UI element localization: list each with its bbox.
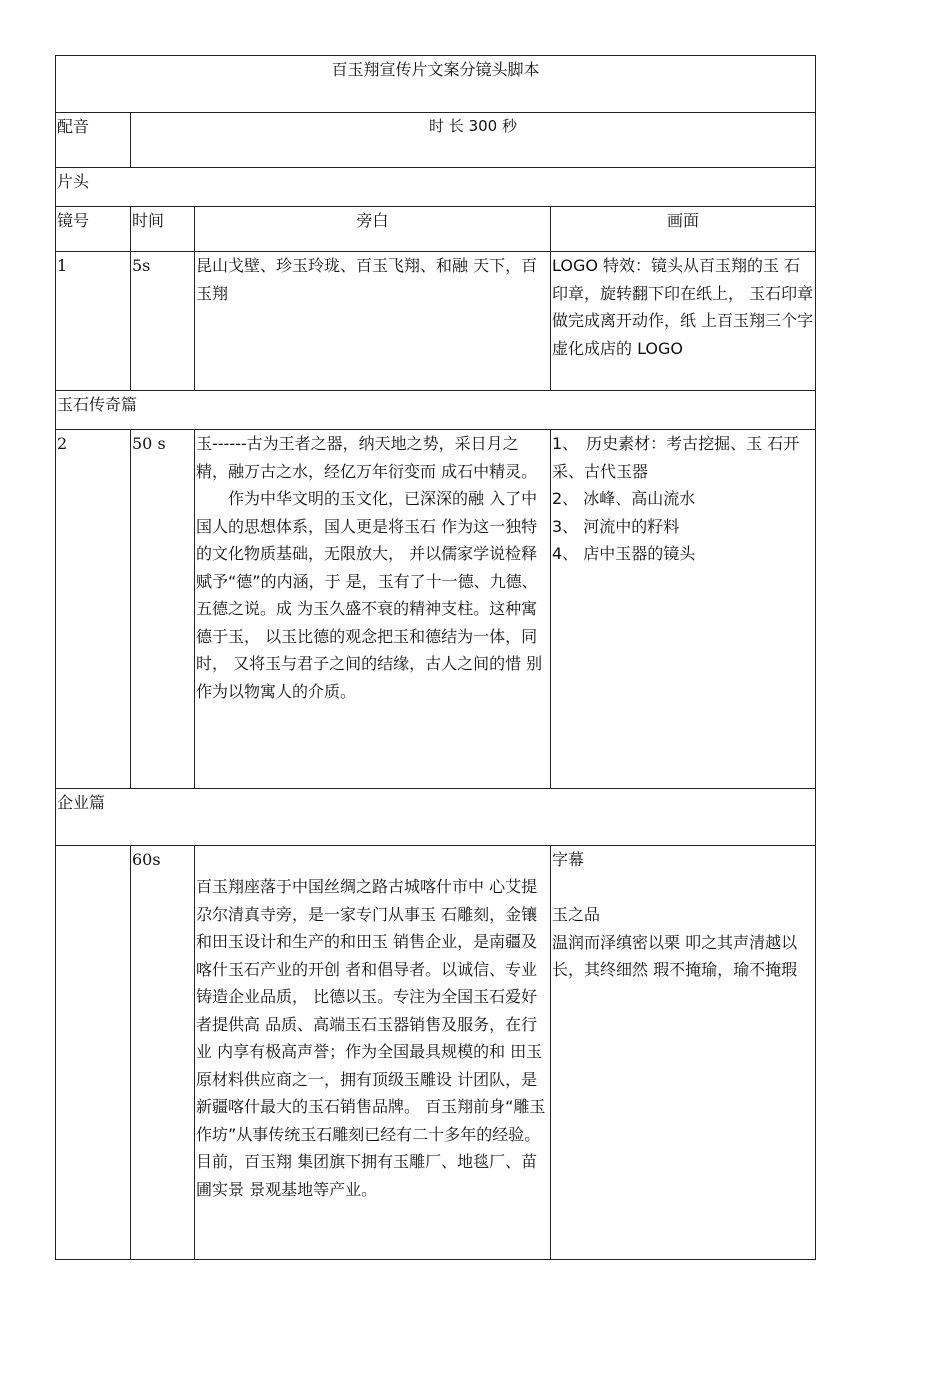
dubbing-label: 配音: [56, 113, 131, 168]
shot-time: 60s: [131, 846, 195, 1260]
column-header-shot-no: 镜号: [56, 207, 131, 252]
visual-list-item: 4、 店中玉器的镜头: [552, 544, 696, 563]
shot-number: [56, 846, 131, 1260]
section-jade-legend: 玉石传奇篇: [56, 391, 816, 430]
visual-list-item: 3、 河流中的籽料: [552, 516, 680, 536]
dubbing-row: [56, 113, 816, 168]
narration-paragraph: 玉------古为王者之器，纳天地之势，采日月之精，融万古之水，经亿万年衍变而 成石中精灵。: [196, 434, 538, 481]
column-header-narration: 旁白: [195, 207, 551, 252]
shot-visual: [551, 846, 816, 1260]
section-company: 企业篇: [56, 789, 816, 846]
duration-text: 时 长 300 秒: [131, 113, 816, 168]
page-title: 百玉翔宣传片文案分镜头脚本: [56, 56, 816, 113]
column-header-row: [56, 207, 816, 252]
caption-title: 玉之品: [552, 905, 601, 924]
caption-text: 温润而泽缜密以栗 叩之其声清越以长，其终细然 瑕不掩瑜，瑜不掩瑕: [552, 932, 798, 979]
shot-time: 50 s: [131, 430, 195, 789]
shot-time: 5s: [131, 252, 195, 391]
narration-paragraph: 作为中华文明的玉文化，已深深的融 入了中国人的思想体系，国人更是将玉石 作为这一独特的文化物质基础，无限放大， 并以儒家学说检释赋予“德”的内涵，于 是，玉有了十一德、九德、五德之说。成 为玉久盛不衰的精神支柱。这种寓德于玉， 以玉比德的观念把玉和德结为一体，同时， 又将玉与君子之间的结缘，古人之间的惜 别作为以物寓人的介质。: [196, 489, 543, 701]
shot-visual: [551, 430, 816, 789]
column-header-time: 时间: [131, 207, 195, 252]
visual-list-item: 2、 冰峰、高山流水: [552, 489, 696, 508]
shot-number: 2: [56, 430, 131, 789]
caption-label: 字幕: [552, 850, 585, 869]
table-row: [56, 252, 816, 391]
caption-spacer: [552, 874, 814, 902]
shot-number: 1: [56, 252, 131, 391]
shot-narration: [195, 430, 551, 789]
visual-list-item: 1、 历史素材：考古挖掘、玉 石开采、古代玉器: [552, 434, 800, 481]
storyboard-table: [55, 55, 816, 1260]
shot-narration: [195, 846, 551, 1260]
column-header-visual: 画面: [551, 207, 816, 252]
shot-visual: LOGO 特效：镜头从百玉翔的玉 石印章，旋转翻下印在纸上， 玉石印章做完成离开动作，纸 上百玉翔三个字虚化成店的 LOGO: [551, 252, 816, 391]
table-row: [56, 846, 816, 1260]
shot-narration: 昆山戈壁、珍玉玲珑、百玉飞翔、和融 天下，百玉翔: [195, 252, 551, 391]
narration-paragraph: 百玉翔座落于中国丝绸之路古城喀什市中 心艾提尕尔清真寺旁，是一家专门从事玉 石雕刻，金镶和田玉设计和生产的和田玉 销售企业，是南疆及喀什玉石产业的开创 者和倡导者。以诚信、专业铸造企业品质， 比德以玉。专注为全国玉石爱好者提供高 品质、高端玉石玉器销售及服务，在行业 内享有极高声誉；作为全国最具规模的和 田玉原材料供应商之一，拥有顶级玉雕设 计团队，是新疆喀什最大的玉石销售品牌。 百玉翔前身“雕玉作坊”从事传统玉石雕刻已经有二十多年的经验。目前，百玉翔 集团旗下拥有玉雕厂、地毯厂、苗圃实景 景观基地等产业。: [196, 877, 546, 1199]
section-opening: 片头: [56, 168, 816, 207]
table-row: [56, 430, 816, 789]
